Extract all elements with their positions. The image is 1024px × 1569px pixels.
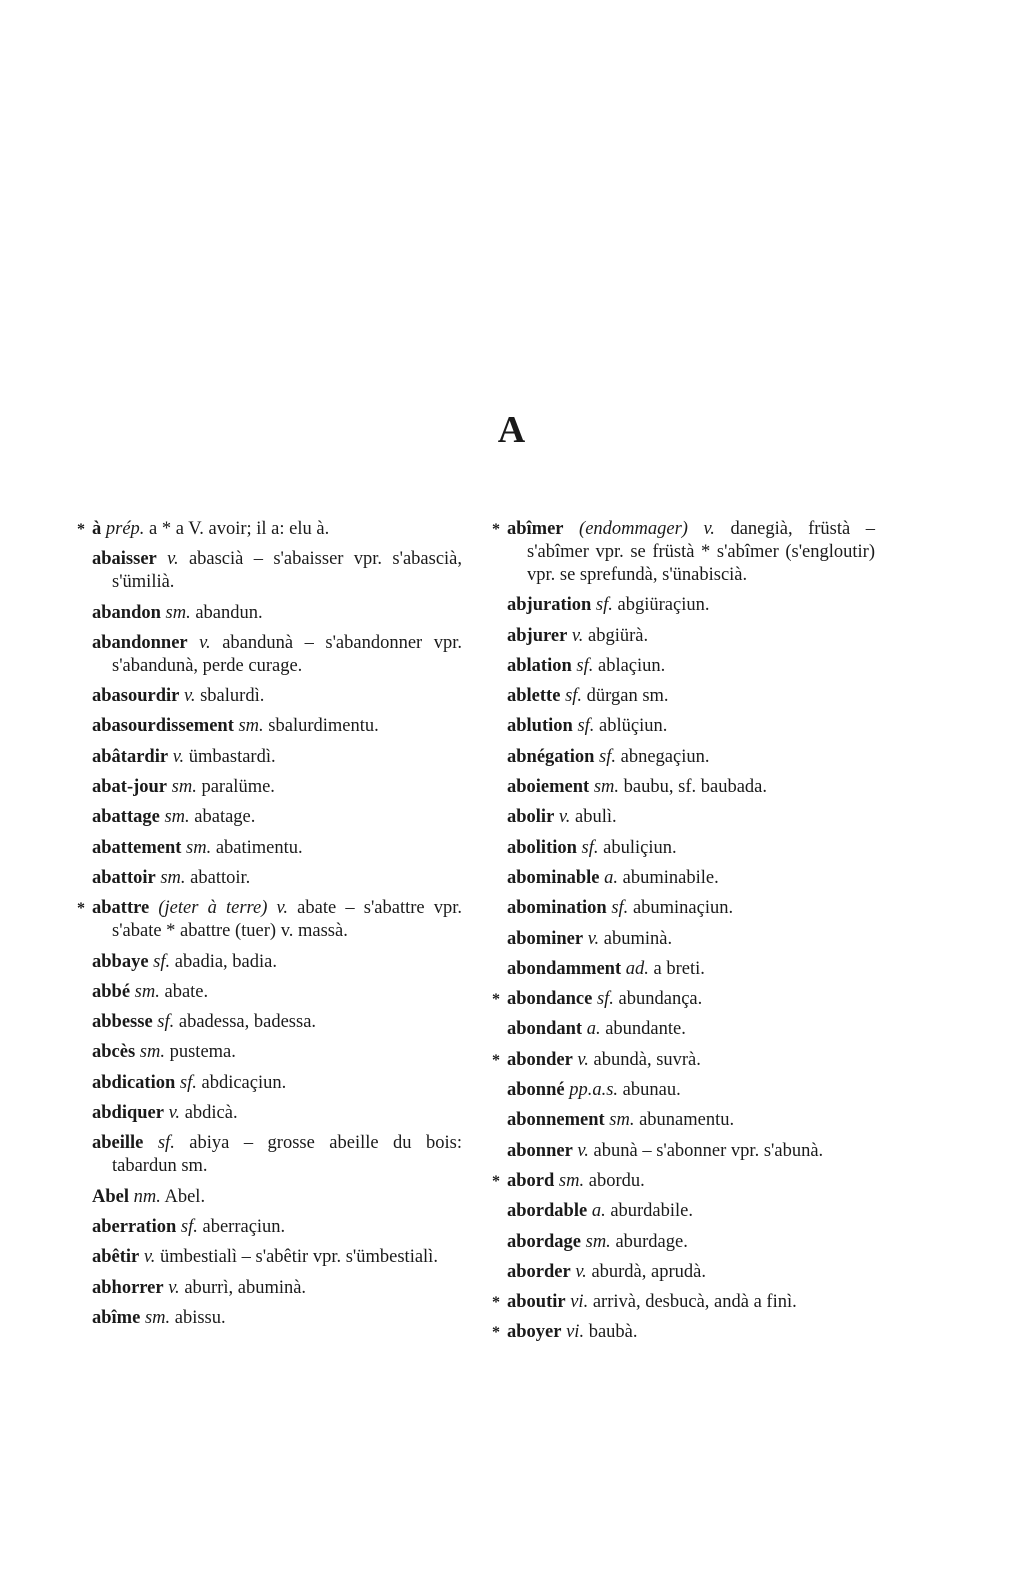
part-of-speech: sf. [153, 951, 171, 972]
headword: aboiement [507, 777, 590, 798]
translation: abuliçiun. [603, 837, 677, 858]
translation: arrivà, desbucà, andà a finì. [592, 1292, 797, 1313]
headword: abaisser [92, 549, 157, 570]
headword: abasourdissement [92, 716, 234, 737]
dictionary-entry [92, 1102, 462, 1125]
part-of-speech: vi. [570, 1292, 589, 1313]
translation: abundante. [605, 1019, 686, 1040]
headword: abasourdir [92, 686, 180, 707]
part-of-speech: v. [575, 1261, 587, 1282]
asterisk-marker: * [492, 1051, 500, 1069]
dictionary-entry [507, 837, 875, 860]
dictionary-entry [92, 1216, 462, 1239]
part-of-speech: sf. [157, 1133, 175, 1154]
part-of-speech: sf. [577, 716, 595, 737]
headword: abjuration [507, 595, 592, 616]
part-of-speech: v. [168, 1103, 181, 1124]
translation: baubà. [588, 1322, 638, 1343]
dictionary-entry [507, 594, 875, 617]
headword: abonder [507, 1049, 573, 1070]
dictionary-entry [492, 1049, 875, 1072]
part-of-speech: sf. [576, 655, 594, 676]
translation: aburdage. [615, 1231, 688, 1252]
part-of-speech: sf. [595, 595, 613, 616]
headword: aberration [92, 1216, 177, 1237]
part-of-speech: sm. [165, 602, 191, 623]
part-of-speech: sf. [596, 989, 614, 1010]
dictionary-entry [507, 685, 875, 708]
dictionary-entry [92, 837, 462, 860]
translation: sbalurdì. [200, 686, 265, 707]
headword: abhorrer [92, 1277, 164, 1298]
dictionary-entry [92, 951, 462, 974]
headword: Abel [92, 1186, 129, 1207]
translation: abate – s'abattre vpr. s'abate * abattre (tuer) v. massà. [112, 898, 463, 942]
dictionary-entry [92, 1132, 462, 1178]
translation: abiya – grosse abeille du bois: tabardun sm. [112, 1133, 462, 1177]
translation: Abel. [164, 1186, 206, 1207]
dictionary-entry [492, 1170, 875, 1193]
translation: abadessa, badessa. [178, 1012, 317, 1033]
part-of-speech: sf. [599, 746, 616, 767]
translation: abnegaçiun. [620, 746, 710, 767]
headword: à [92, 519, 102, 539]
part-of-speech: sm. [238, 716, 264, 737]
translation: a breti. [653, 958, 705, 979]
headword: ablution [507, 716, 573, 737]
translation: a * a V. avoir; il a: elu à. [149, 519, 330, 539]
dictionary-entry [507, 1261, 875, 1284]
part-of-speech: vi. [566, 1322, 585, 1343]
headword: abordage [507, 1231, 581, 1252]
translation: paralüme. [201, 777, 275, 798]
translation: dürgan sm. [586, 686, 669, 707]
dictionary-entry [507, 1018, 875, 1041]
headword: aborder [507, 1261, 571, 1282]
headword: abîme [92, 1307, 141, 1328]
translation: abandun. [195, 602, 263, 623]
headword: abandonner [92, 632, 188, 653]
headword: abord [507, 1170, 555, 1191]
part-of-speech: v. [587, 928, 600, 949]
translation: danegià, früstà – s'abîmer vpr. se früstà * s'abîmer (s'engloutir) vpr. se sprefundà, s'ünabiscià. [527, 519, 875, 585]
translation: ablaçiun. [598, 655, 666, 676]
part-of-speech: prép. [105, 519, 145, 539]
dictionary-entry [92, 685, 462, 708]
asterisk-marker: * [492, 521, 500, 538]
headword: abêtir [92, 1247, 140, 1268]
dictionary-entry [492, 518, 875, 587]
headword: aboyer [507, 1322, 562, 1343]
part-of-speech: v. [571, 625, 584, 646]
dictionary-entry [507, 625, 875, 648]
headword: abomination [507, 898, 607, 919]
headword: ablette [507, 686, 561, 707]
section-letter: A [497, 409, 527, 451]
headword: abominer [507, 928, 584, 949]
translation: abuminà. [603, 928, 673, 949]
headword: abondant [507, 1019, 583, 1040]
translation: sbalurdimentu. [268, 716, 379, 737]
part-of-speech: sm. [609, 1110, 635, 1131]
translation: abissu. [174, 1307, 226, 1328]
dictionary-entry [507, 746, 875, 769]
part-of-speech: v. [577, 1049, 589, 1070]
dictionary-entry [92, 602, 462, 625]
translation: abate. [164, 981, 209, 1002]
headword: abdiquer [92, 1103, 164, 1124]
translation: abascià – s'abaisser vpr. s'abascià, s'ümilià. [112, 549, 463, 593]
translation: abuminabile. [622, 867, 719, 888]
headword: abeille [92, 1133, 144, 1154]
headword: abcès [92, 1042, 136, 1063]
headword: abbesse [92, 1012, 153, 1033]
dictionary-entry [92, 632, 462, 678]
part-of-speech: sf. [581, 837, 599, 858]
dictionary-entry [507, 897, 875, 920]
headword: ablation [507, 655, 572, 676]
translation: ümbastardì. [188, 746, 276, 767]
translation: abandunà – s'abandonner vpr. s'abandunà, perde curage. [112, 632, 463, 676]
part-of-speech: sm. [171, 777, 197, 798]
dictionary-entry [507, 1140, 875, 1163]
headword: abbaye [92, 951, 149, 972]
translation: baubu, sf. baubada. [623, 777, 767, 798]
dictionary-entry [92, 981, 462, 1004]
translation: aburrì, abuminà. [184, 1277, 307, 1298]
headword: abbé [92, 981, 131, 1002]
translation: abordu. [588, 1170, 645, 1191]
dictionary-entry [92, 1041, 462, 1064]
dictionary-entry [92, 1307, 462, 1330]
dictionary-entry [92, 1072, 462, 1095]
headword: abolition [507, 837, 577, 858]
headword: abonner [507, 1140, 573, 1161]
translation: pustema. [169, 1042, 236, 1063]
part-of-speech: ad. [625, 958, 649, 979]
part-of-speech: v. [168, 1277, 180, 1298]
asterisk-marker: * [492, 1324, 500, 1342]
translation: aburdabile. [610, 1201, 694, 1222]
asterisk-marker: * [492, 991, 500, 1009]
dictionary-entry [92, 548, 462, 594]
translation: abuminaçiun. [632, 898, 734, 919]
translation: ümbestialì – s'abêtir vpr. s'ümbestialì. [159, 1247, 438, 1268]
headword: abjurer [507, 625, 568, 646]
part-of-speech: (jeter à terre) v. [158, 898, 289, 919]
dictionary-entry [492, 1321, 875, 1344]
dictionary-entry [507, 958, 875, 981]
headword: abondamment [507, 958, 622, 979]
dictionary-entry [92, 1011, 462, 1034]
left-column [77, 518, 463, 1337]
headword: abattre [92, 898, 150, 919]
translation: abgiürà. [588, 625, 649, 646]
dictionary-entry [92, 1277, 462, 1300]
dictionary-entry [507, 1200, 875, 1223]
part-of-speech: sf. [157, 1012, 175, 1033]
part-of-speech: sm. [134, 981, 160, 1002]
translation: abatimentu. [215, 837, 303, 858]
headword: aboutir [507, 1292, 566, 1313]
translation: abundança. [618, 989, 703, 1010]
dictionary-entry [77, 897, 463, 943]
headword: abandon [92, 602, 161, 623]
part-of-speech: sf. [180, 1216, 198, 1237]
translation: abundà, suvrà. [593, 1049, 701, 1070]
part-of-speech: sm. [164, 807, 190, 828]
translation: abulì. [575, 807, 617, 828]
dictionary-entry [507, 655, 875, 678]
dictionary-entry [507, 776, 875, 799]
part-of-speech: (endommager) v. [579, 519, 715, 539]
part-of-speech: sm. [593, 777, 620, 798]
dictionary-entry [92, 1186, 462, 1209]
headword: abattement [92, 837, 182, 858]
dictionary-entry [507, 1109, 875, 1132]
headword: abattage [92, 807, 160, 828]
dictionary-entry [507, 1079, 875, 1102]
translation: aberraçiun. [202, 1216, 286, 1237]
part-of-speech: v. [172, 746, 185, 767]
translation: abdicà. [184, 1103, 238, 1124]
part-of-speech: v. [184, 686, 196, 707]
headword: abondance [507, 989, 593, 1010]
translation: abgiüraçiun. [617, 595, 710, 616]
translation: abatage. [194, 807, 256, 828]
part-of-speech: nm. [133, 1186, 161, 1207]
headword: abdication [92, 1072, 176, 1093]
translation: abattoir. [190, 867, 251, 888]
translation: abunau. [622, 1080, 681, 1101]
part-of-speech: v. [143, 1247, 156, 1268]
headword: abominable [507, 867, 600, 888]
part-of-speech: sm. [585, 1231, 611, 1252]
part-of-speech: v. [558, 807, 571, 828]
dictionary-entry [507, 1231, 875, 1254]
headword: abonnement [507, 1110, 605, 1131]
asterisk-marker: * [77, 521, 85, 538]
part-of-speech: v. [577, 1140, 589, 1161]
headword: abonné [507, 1080, 565, 1101]
dictionary-entry [92, 776, 462, 799]
dictionary-entry [507, 715, 875, 738]
dictionary-entry [92, 715, 462, 738]
dictionary-entry [92, 867, 462, 890]
part-of-speech: v. [199, 632, 211, 653]
dictionary-entry [77, 518, 462, 541]
headword: abâtardir [92, 746, 169, 767]
headword: abordable [507, 1201, 588, 1222]
dictionary-entry [507, 928, 875, 951]
part-of-speech: v. [167, 549, 179, 570]
headword: abattoir [92, 867, 156, 888]
part-of-speech: sm. [139, 1042, 165, 1063]
translation: abunà – s'abonner vpr. s'abunà. [593, 1140, 824, 1161]
dictionary-entry [92, 746, 462, 769]
part-of-speech: a. [604, 867, 619, 888]
headword: abolir [507, 807, 555, 828]
asterisk-marker: * [492, 1294, 500, 1312]
translation: abadia, badia. [174, 951, 277, 972]
part-of-speech: sf. [611, 898, 629, 919]
dictionary-entry [507, 867, 875, 890]
dictionary-entry [492, 988, 875, 1011]
part-of-speech: a. [586, 1019, 601, 1040]
part-of-speech: sf. [179, 1072, 197, 1093]
headword: abnégation [507, 746, 595, 767]
dictionary-entry [92, 1246, 462, 1269]
part-of-speech: sm. [558, 1170, 585, 1191]
dictionary-entry [492, 1291, 875, 1314]
dictionary-entry [92, 806, 462, 829]
part-of-speech: sm. [186, 837, 212, 858]
part-of-speech: pp.a.s. [569, 1080, 619, 1101]
part-of-speech: sm. [144, 1307, 171, 1328]
part-of-speech: sm. [160, 867, 186, 888]
part-of-speech: a. [591, 1201, 606, 1222]
translation: ablüçiun. [599, 716, 668, 737]
part-of-speech: sf. [565, 686, 583, 707]
right-column [492, 518, 875, 1352]
translation: aburdà, aprudà. [591, 1261, 706, 1282]
translation: abdicaçiun. [201, 1072, 287, 1093]
asterisk-marker: * [492, 1172, 500, 1190]
headword: abîmer [507, 519, 564, 539]
asterisk-marker: * [77, 900, 85, 918]
headword: abat-jour [92, 777, 168, 798]
translation: abunamentu. [639, 1110, 735, 1131]
dictionary-entry [507, 806, 875, 829]
